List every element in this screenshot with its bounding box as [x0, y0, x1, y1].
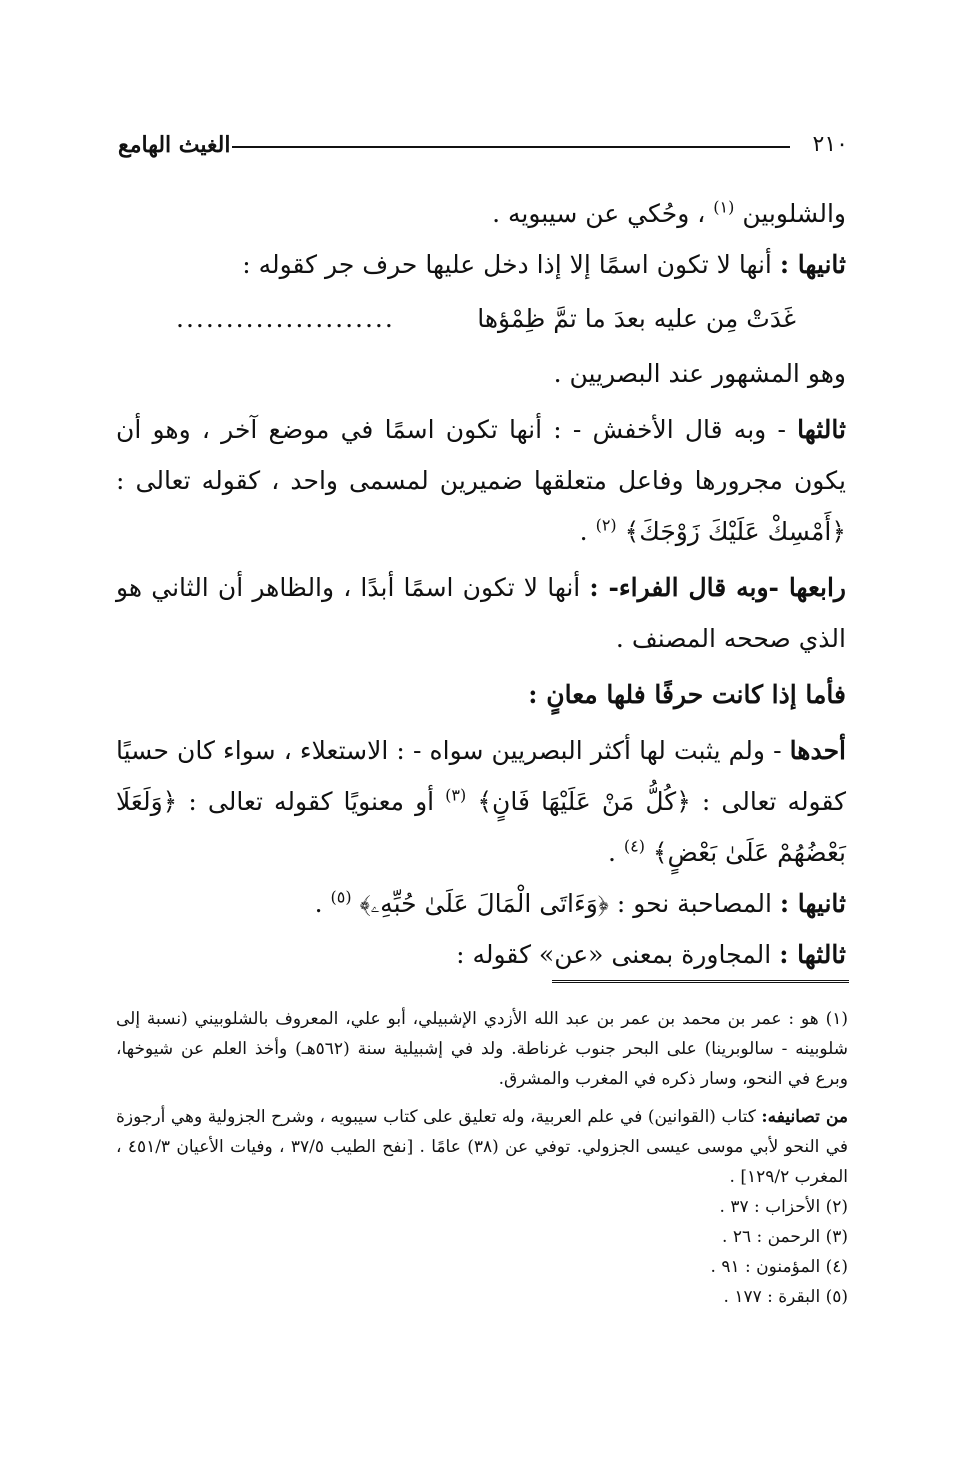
paragraph-9: ثالثها : المجاورة بمعنى «عن» كقوله :: [456, 940, 846, 969]
book-title: الغيث الهامع: [118, 132, 231, 158]
footnote-5: (٥) البقرة : ١٧٧ .: [723, 1287, 848, 1307]
quran-quote: ﴿وَلَعَلَا بَعْضُهُمْ عَلَىٰ بَعْضٍ﴾: [116, 787, 846, 867]
paragraph-8: ثانيها : المصاحبة نحو : ﴿وَءَاتَى الْمَالَ عَلَىٰ حُبِّهِۦ﴾ $^{(٥)}$ .: [314, 887, 846, 918]
verse-ellipsis: ......................: [176, 304, 395, 333]
paragraph-7: أحدها - ولم يثبت لها أكثر البصريين سواه - : الاستعلاء ، سواء كان حسيًا كقوله تعالى : ﴿كُلُّ مَنْ عَلَيْهَا فَانٍ﴾ $^{(٣)}$ أو معنويًا كقوله تعالى : ﴿وَلَعَلَا بَعْضُهُمْ عَلَىٰ بَعْضٍ﴾ $^{(٤)}$ .: [116, 736, 847, 867]
paragraph-5: رابعها -وبه قال الفراء- : أنها لا تكون اسمًا أبدًا ، والظاهر أن الثاني هو الذي صححه المصنف .: [116, 573, 846, 653]
quran-quote: ﴿وَءَاتَى الْمَالَ عَلَىٰ حُبِّهِۦ﴾: [359, 889, 609, 918]
running-header: [118, 128, 848, 168]
paragraph-4: ثالثها - وبه قال الأخفش - : أنها تكون اسمًا في موضع آخر ، وهو أن يكون مجرورها وفاعل متعلقها ضميرين لمسمى واحد ، كقوله تعالى : ﴿أَمْسِكْ عَلَيْكَ زَوْجَكَ﴾ $^{(٢)}$ .: [116, 415, 846, 546]
footnote-1: (١) هو : عمر بن محمد بن عمر بن عبد الله الأزدي الإشبيلي، أبو علي، المعروف بالشلوبيني (نسبة إلى شلوبينه - سالوبرينا) على البحر جنوب غرناطة. ولد في إشبيلية سنة (٥٦٢هـ) وأخذ العلم عن شيوخها، وبرع في النحو، وسار ذكره في المغرب والمشرق.: [116, 1009, 848, 1089]
footnote-ref-2[interactable]: (٢): [595, 515, 617, 535]
main-text: [116, 188, 846, 980]
quran-quote: ﴿كُلُّ مَنْ عَلَيْهَا فَانٍ﴾: [477, 787, 691, 816]
paragraph-2: ثانيها : أنها لا تكون اسمًا إلا إذا دخل عليها حرف جر كقوله :: [242, 250, 846, 279]
header-rule: [232, 146, 790, 148]
footnote-1-works: من تصانيفه: كتاب (القوانين) في علم العربية، وله تعليق على كتاب سيبويه ، وشرح الجزولية وهي أرجوزة في النحو لأبي موسى عيسى الجزولي. توفي عن (٣٨) عامًا . [نفح الطيب ٣٧/٥ ، وفيات الأعيان ٤٥١/٣ ، المغرب ١٢٩/٢] .: [116, 1107, 849, 1187]
footnote-separator: [552, 980, 849, 987]
footnote-ref-3[interactable]: (٣): [445, 785, 467, 805]
verse-hemistich: غَدَتْ مِن عليه بعدَ ما تمَّ ظِمْؤها: [477, 304, 796, 333]
footnote-ref-1[interactable]: (١): [713, 197, 735, 217]
footnotes: [116, 1004, 848, 1312]
footnote-ref-4[interactable]: (٤): [623, 836, 645, 856]
footnote-4: (٤) المؤمنون : ٩١ .: [710, 1257, 848, 1277]
paragraph-6: فأما إذا كانت حرفًا فلها معانٍ :: [528, 680, 846, 709]
footnote-2: (٢) الأحزاب : ٣٧ .: [719, 1197, 848, 1217]
footnote-3: (٣) الرحمن : ٢٦ .: [722, 1227, 848, 1247]
page-number: ٢١٠: [812, 132, 848, 157]
poetry-verse: [116, 290, 846, 348]
footnote-ref-5[interactable]: (٥): [330, 887, 352, 907]
paragraph-1: والشلوبين $^{(١)}$ ، وحُكي عن سيبويه .: [492, 197, 846, 228]
paragraph-3: وهو المشهور عند البصريين .: [553, 359, 846, 388]
quran-quote: ﴿أَمْسِكْ عَلَيْكَ زَوْجَكَ﴾: [624, 517, 846, 546]
